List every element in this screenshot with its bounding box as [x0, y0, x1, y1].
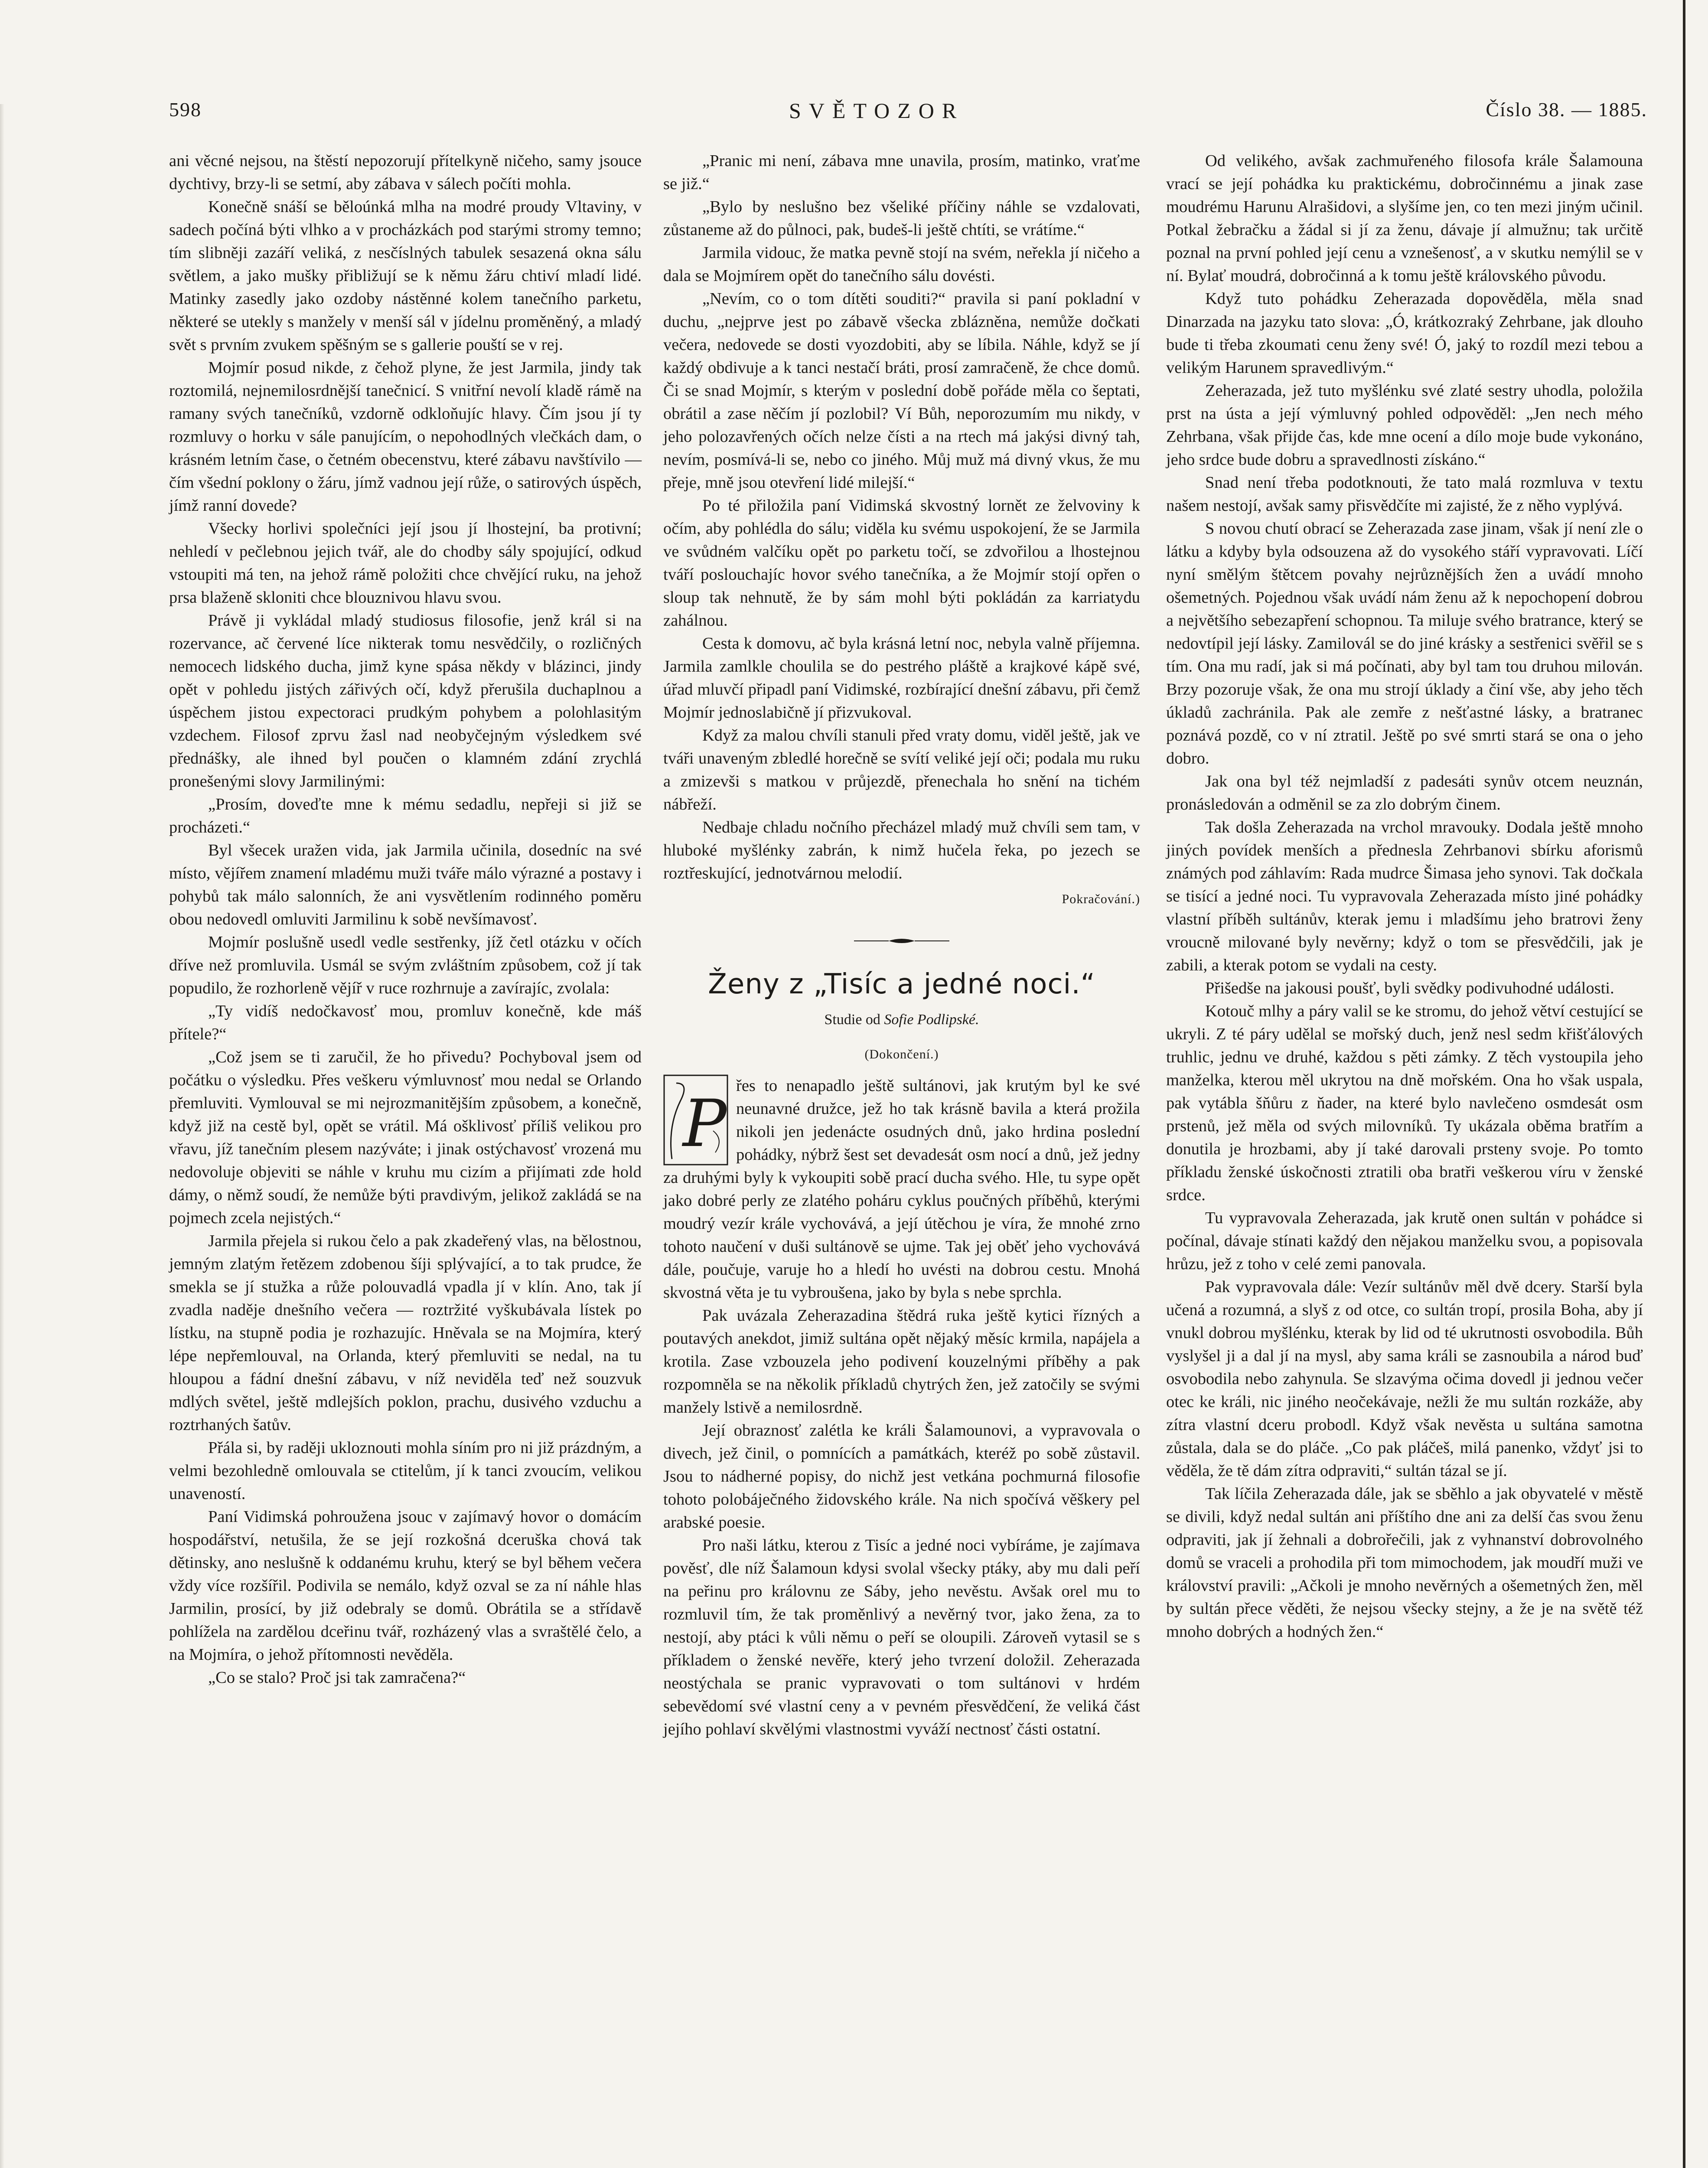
paragraph: Když tuto pohádku Zeherazada dopověděla, měla snad Dinarzada na jazyku tato slova: „Ó, krátkozraký Zehrbane, jak dlouho bude ti třeba zkoumati cenu ženy své! Ó, jaký to rozdíl mezi tebou a velikým Harunem spravedlivým.“: [1166, 290, 1643, 377]
paragraph: Jarmila přejela si rukou čelo a pak zkadeřený vlas, na bělostnou, jemným zlatým řetězem zdobenou šíji splývající, a to tak prudce, že smekla se jí stužka a růže polouvadlá vpadla jí v klín. Ano, tak jí zvadla naděje dnešního večera — roztržité vyškubávala lístek po lístku, na stupně podia je rozhazujíc. Hněvala se na Mojmíra, který lépe nepřemlouval, na Orlanda, který přemluviti se nedal, na tu hloupou a fádní dnešní zábavu, v níž neviděla teď než souzvuk mdlých světel, ještě mdlejších poklon, prachu, dusivého vzduchu a roztrhaných šatův.: [169, 1232, 642, 1434]
article-body: [663, 1074, 1140, 1741]
paragraph: Tak líčila Zeherazada dále, jak se sběhlo a jak obyvatelé v městě se divili, když nedal sultán ani příštího dne ani za delší čas svou ženu odpraviti, jak jí žehnali a dobrořečili, jak z vyhnanství dobrovolného domů se vraceli a prohodila při tom mimochodem, jak moudří muži ve království pravili: „Ačkoli je mnoho nevěrných a ošemetných žen, měl by sultán přece věděti, že nejsou všecky stejny, a že je na světě též mnoho dobrých a hodných žen.“: [1166, 1485, 1643, 1641]
paragraph: Mojmír posud nikde, z čehož plyne, že jest Jarmila, jindy tak roztomilá, nejnemilosrdnější tanečnicí. S vnitřní nevolí kladě rámě na ramany svých tanečníků, vzdorně odkloňujíc hlavy. Čím jsou jí ty rozmluvy o horku v sále panujícím, o nepohodlných vlečkách dam, o krásném letním čase, o četném obecenstvu, které zábavu navštívilo — čím všední poklony o žáru, jímž vadnou její růže, o satirových úspěch, jímž ranní dovede?: [169, 359, 642, 515]
paragraph: „Prosím, doveďte mne k mému sedadlu, nepřeji si již se procházeti.“: [169, 795, 642, 836]
ornamental-dropcap-letter: [663, 1074, 728, 1166]
paragraph: Pak vypravovala dále: Vezír sultánův měl dvě dcery. Starší byla učená a rozumná, a slyš z od otce, co sultán tropí, prosila Boha, aby jí vnukl dobrou myšlénku, kterak by lid od té ukrutnosti osvobodila. Bůh vyslyšel ji a dal jí na mysl, aby sama králi se zasnoubila a národ buď osvobodila nebo zahynula. Se slzavýma očima dovedl ji jednou večer otec ke králi, nic jiného neočekávaje, nežli že mu sultán rozkáže, aby zítra vlastní dceru probodl. Když však nevěsta u sultána samotna zůstala, dala se do pláče. „Co pak pláčeš, milá panenko, vždyť jsi to věděla, že tě dám zítra odpraviti,“ sultán tázal se jí.: [1166, 1278, 1643, 1480]
paragraph: Pak uvázala Zeherazadina štědrá ruka ještě kytici řízných a poutavých anekdot, jimiž sultána opět nějaký měsíc krmila, napájela a krotila. Zase vzbouzela jeho podivení kouzelnými příběhy a pak rozpomněla se na několik příkladů chytrých žen, jež zatočily se svými manžely lstivě a nemilosrdně.: [663, 1306, 1140, 1417]
paragraph: Konečně snáší se běloúnká mlha na modré proudy Vltaviny, v sadech počíná býti vlhko a v procházkách pod starými stromy temno; tím slibněji zazáří veliká, z nesčíslných tabulek sesazená okna sálu světlem, a jako mušky přibližují se k němu žáru chtiví mladí lidé. Matinky zasedly jako ozdoby nástěnné kolem tanečního parketu, některé se utekly s manžely v menší sál v jídelnu proměněný, a mladý svět s prvním zvukem spěšným se s gallerie pouští se v rej.: [169, 198, 642, 354]
continuation-note: Pokračování.): [1062, 892, 1140, 906]
magazine-title: SVĚTOZOR: [789, 98, 965, 123]
section-divider-ornament: [854, 937, 949, 945]
paragraph: Tak došla Zeherazada na vrchol mravouky. Dodala ještě mnoho jiných povídek menších a přednesla Zehrbanovi sbírku aforismů známých pod záhlavím: Rada mudrce Šimasa jeho synovi. Tak dočkala se tisící a jedné noci. Tu vypravovala Zeherazada místo jiné pohádky vlastní příběh sultánův, kterak jemu i mladšímu jeho bratrovi ženy vroucně milované byly nevěrny; když o tom se přesvědčili, jak je zabili, a kterak potom se vydali na cesty.: [1166, 818, 1643, 974]
paragraph: „Nevím, co o tom dítěti souditi?“ pravila si paní pokladní v duchu, „nejprve jest po zábavě všecka zblázněna, nemůže dočkati večera, nedovede se dosti vyozdobiti, aby se líbila. Náhle, když se jí každý obdivuje a k tanci nestačí bráti, prosí zamračeně, že chce domů. Či se snad Mojmír, s kterým v poslední době pořáde měla co šeptati, obrátil a zase něčím jí pozlobil? Ví Bůh, neporozumím mu nikdy, v jeho polozavřených očích nelze čísti a na rtech má jakýsi divný tah, nevím, posmívá-li se, nebo co jiného. Můj muž má divný vkus, že mu přeje, mně jsou otevření lidé milejší.“: [663, 290, 1140, 492]
article-subtitle: [663, 1009, 1140, 1030]
issue-number: Číslo 38. — 1885.: [1486, 98, 1647, 121]
paragraph: Když za malou chvíli stanuli před vraty domu, viděl ještě, jak ve tváři unaveným zbledlé horečně se svítí veliké její oči; podala mu ruku a zmizevši s matkou v průjezdě, přenechala ho snění na tichém nábřeží.: [663, 726, 1140, 813]
paragraph: Zeherazada, jež tuto myšlénku své zlaté sestry uhodla, položila prst na ústa a její výmluvný pohled odpověděl: „Jen nech mého Zehrbana, však přijde čas, kde mne ocení a dílo moje bude vykonáno, jeho srdce bude dobru a spravedlnosti získáno.“: [1166, 382, 1643, 469]
page-border-line: [1683, 0, 1685, 2168]
column-2: [663, 150, 1140, 1741]
column-3: [1166, 150, 1643, 1643]
paragraph: Byl všecek uražen vida, jak Jarmila učinila, dosedníc na své místo, vějířem znamení mladému muži tváře málo výrazné a postavy i pohybů tak málo salonních, že ani vysvětlením rodinného poměru obou nedovedl omluviti Jarmilinu k sobě nevšímavosť.: [169, 841, 642, 928]
paragraph: řes to nenapadlo ještě sultánovi, jak krutým byl ke své neunavné družce, jež ho tak krásně bavila a která prožila nikoli jen jedenácte osudných dnů, jako hrdina poslední pohádky, nýbrž šest set devadesát osm nocí a dnů, jež jedny za druhými byly k vykoupiti sobě prací ducha svého. Hle, tu sype opět jako dobré perly ze zlatého poháru cyklus poučných příběhů, kterými moudrý vezír krále vychovává, a její útěchou je víra, že mnohé zrno tohoto naučení v duši sultánově se ujme. Tak jej oběť jeho vychovává dále, poučuje, varuje ho a hledí ho uvésti na dobrou cestu. Mnohá skvostná věta je tu vybroušena, jako by byla s nebe sprchla.: [663, 1077, 1140, 1302]
paragraph: „Což jsem se ti zaručil, že ho přivedu? Pochyboval jsem od počátku o výsledku. Přes veškeru výmluvnosť mou nedal se Orlando přemluviti. Vymlouval se mi nejrozmanitějším způsobem, a konečně, když již na cestě byl, opět se vrátil. Má ošklivosť příliš velikou pro vřavu, jíž tanečním plesem nazýváte; i jinak ostýchavosť vrozená mu nedovoluje objeviti se náhle v kruhu mu cizím a přijímati zde hold dámy, o němž soudí, že nemůže býti pravdivým, jelikož zakládá se na pojmech zcela nejistých.“: [169, 1048, 642, 1227]
article-author: Sofie Podlipské.: [884, 1012, 979, 1028]
paragraph: S novou chutí obrací se Zeherazada zase jinam, však jí není zle o látku a kdyby byla odsouzena až do vysokého stáří vypravovati. Líčí nyní smělým štětcem povahy nejrůznějších žen a uvádí mnoho ošemetných. Pojednou však uvádí nám ženu až k nepochopení dobrou a největšího sebezapření schopnou. Ta miluje svého bratrance, který se nedovtípil její lásky. Zamilovál se do jiné krásky a sestřenici svěřil se s tím. Ona mu radí, jak si má počínati, aby byl tam tou druhou milován. Brzy pozoruje však, že ona mu strojí úklady a činí vše, aby jeho těch úkladů zachránila. Pak ale zemře z nešťastné lásky, a bratranec poznává pozdě, co v ní ztratil. Ještě po své smrti stará se ona o jeho dobro.: [1166, 519, 1643, 767]
paragraph: „Co se stalo? Proč jsi tak zamračena?“: [208, 1668, 466, 1687]
page-header: [169, 98, 1647, 128]
paragraph: Jak ona byl též nejmladší z padesáti synův otcem neuznán, pronásledován a odměnil se za zlo dobrým činem.: [1166, 772, 1643, 813]
paragraph: Pro naši látku, kterou z Tisíc a jedné noci vybíráme, je zajímava pověsť, dle níž Šalamoun kdysi svolal všecky ptáky, aby mu dali peří na peřinu pro královnu ze Sáby, jeho nevěstu. Avšak orel mu to rozmluvil tím, že tak proměnlivý a nevěrný tvor, jako žena, za to nestojí, aby ptáci k vůli němu o peří se oloupili. Zároveň vytasil se s příkladem o ženské nevěře, který jeho tvrzení doložil. Zeherazada neostýchala se pranic vypravovati o tom sultánovi v hrdém sebevědomí své vlastní ceny a v pevném přesvědčení, že veliká část jejího pohlaví skvělými vlastnostmi vyváží nectnosť části ostatní.: [663, 1536, 1140, 1738]
paragraph: Paní Vidimská pohroužena jsouc v zajímavý hovor o domácím hospodářství, netušila, že se její rozkošná dceruška chová tak dětinsky, ano neslušně k oddanému kruhu, který se byl během večera vždy více rozšířil. Podivila se nemálo, když ozval se za ní náhle hlas Jarmilin, prosící, by již odebraly se domů. Obrátila se a střídavě pohlížela na zardělou dceřinu tvář, rozházený vlas a svraštělé čelo, a na Mojmíra, o jehož přítomnosti nevěděla.: [169, 1508, 642, 1664]
page-number: 598: [169, 98, 202, 121]
paragraph: Mojmír poslušně usedl vedle sestřenky, jíž četl otázku v očích dříve než promluvila. Usmál se svým zvláštním způsobem, což jí tak popudilo, že rozhorleně vějíř v ruce rozhrnuje a zavírajíc, zvolala:: [169, 933, 642, 997]
paragraph: Přála si, by raději ukloznouti mohla síním pro ni již prázdným, a velmi bezohledně omlouvala se ctitelům, jí k tanci zvoucím, velikou unaveností.: [169, 1439, 642, 1503]
subtitle-prefix: Studie od: [824, 1012, 880, 1028]
paragraph: Po té přiložila paní Vidimská skvostný lornět ze želvoviny k očím, aby pohlédla do sálu; viděla ku svému uspokojení, že se Jarmila ve svůdném valčíku opět po parketu točí, se zdvořilou a lhostejnou tváří poslouchajíc hovor svého tanečníka, a že Mojmír stojí opřen o sloup tak nehnutě, že by sám mohl býti pokládán za karriatydu zahálnou.: [663, 496, 1140, 630]
paragraph: Právě ji vykládal mladý studiosus filosofie, jenž král si na rozervance, ač červené líce nikterak tomu nesvědčily, o rozličných nemocech lidského ducha, jimž kyne spása někdy v blázinci, jindy opět v pohledu jistých zářivých očí, když přerušila duchaplnou a úspěchem jistou expectoraci prudkým pohybem a polohlasitým vzdechem. Filosof zprvu žasl nad neobyčejným výsledkem své přednášky, ale ihned byl poučen o klamném zdání zrychlá pronešenými slovy Jarmilinými:: [169, 611, 642, 790]
paragraph: Její obraznosť zalétla ke králi Šalamounovi, a vypravovala o divech, jež činil, o pomnících a památkách, kteréž po sobě zůstavil. Jsou to nádherné popisy, do nichž jest vetkána pochmurná filosofie tohoto polobáječného židovského krále. Na nich spočívá věškery pel arabské poesie.: [663, 1421, 1140, 1531]
paragraph: „Ty vidíš nedočkavosť mou, promluv konečně, kde máš přítele?“: [169, 1002, 642, 1043]
paragraph: Snad není třeba podotknouti, že tato malá rozmluva v textu našem nestojí, avšak samy přisvědčíte mi zajisté, že z něho vyplývá.: [1166, 473, 1643, 515]
paragraph: Jarmila vidouc, že matka pevně stojí na svém, neřekla jí ničeho a dala se Mojmírem opět do tanečního sálu dovésti.: [663, 244, 1140, 285]
paragraph: Tu vypravovala Zeherazada, jak krutě onen sultán v pohádce si počínal, dávaje stínati každý den nějakou manželku svou, a popisovala hrůzu, jež z toho v celé zemi panovala.: [1166, 1209, 1643, 1273]
dropcap-letter: P: [683, 1086, 727, 1162]
paragraph: ani věcné nejsou, na štěstí nepozorují přítelkyně ničeho, samy jsouce dychtivy, brzy-li se setmí, aby zábava v sálech počíti mohla.: [169, 152, 642, 193]
paragraph: Kotouč mlhy a páry valil se ke stromu, do jehož větví cestující se ukryli. Z té páry udělal se mořský duch, jenž nesl sedm křišťálových truhlic, jednu ve druhé, každou s pěti zámky. Z těch vystoupila jeho manželka, kterou měl ukrytou na dně mořském. Ona ho však uspala, pak vytábla šňůru z ňader, na které bylo navlečeno osmdesát osm prstenů, jež měla od svých milovníků. Ty ukázala oběma bratřím a donutila je hrozbami, aby jí také darovali prsteny svoje. Po tomto příkladu ženské úskočnosti ztratili oba bratři veškerou víru v ženské srdce.: [1166, 1002, 1643, 1204]
paragraph: Přišedše na jakousi poušť, byli svědky podivuhodné události.: [1205, 979, 1614, 997]
paragraph: Cesta k domovu, ač byla krásná letní noc, nebyla valně příjemna. Jarmila zamlkle choulila se do pestrého pláště a krajkové kápě své, úřad mluvčí připadl paní Vidimské, rozbírající dnešní zábavu, při čemž Mojmír jednoslabičně jí přizvukoval.: [663, 634, 1140, 722]
column-1: [169, 150, 642, 1689]
paragraph: Nedbaje chladu nočního přecházel mladý muž chvíli sem tam, v hluboké myšlénky zabrán, k nimž hučela řeka, po jezech se roztřeskující, jednotvárnou melodií.: [663, 818, 1140, 882]
article-title: Ženy z „Tisíc a jedné noci.“: [708, 968, 1095, 1000]
paragraph: „Bylo by neslušno bez všeliké příčiny náhle se vzdalovati, zůstaneme až do půlnoci, pak, budeš-li ještě chtíti, se vrátíme.“: [663, 198, 1140, 239]
paragraph: „Pranic mi není, zábava mne unavila, prosím, matinko, vraťme se již.“: [663, 152, 1140, 193]
paragraph: Všecky horlivi společníci její jsou jí lhostejní, ba protivní; nehledí v pečlebnou jejich tvář, ale do chodby sály spojující, odkud vstoupiti má ten, na jehož rámě položiti chce chvějící ruku, na jehož prsa blaženě skloniti chce blouznivou hlavu svou.: [169, 519, 642, 607]
page-edge-shadow: [0, 104, 4, 2168]
paragraph: Od velikého, avšak zachmuřeného filosofa krále Šalamouna vrací se její pohádka ku praktickému, dobročinnému a jinak zase moudrému Harunu Alrašidovi, a slyšíme jen, co ten mezi jiným učinil. Potkal žebračku a žádal si jí za ženu, dávaje jí almužnu; tak určitě poznal na první pohled její cenu a vznešenosť, a v skutku nemýlil se v ní. Bylať moudrá, dobročinná a k tomu ještě královského původu.: [1166, 152, 1643, 285]
article-note: (Dokončení.): [864, 1047, 939, 1061]
